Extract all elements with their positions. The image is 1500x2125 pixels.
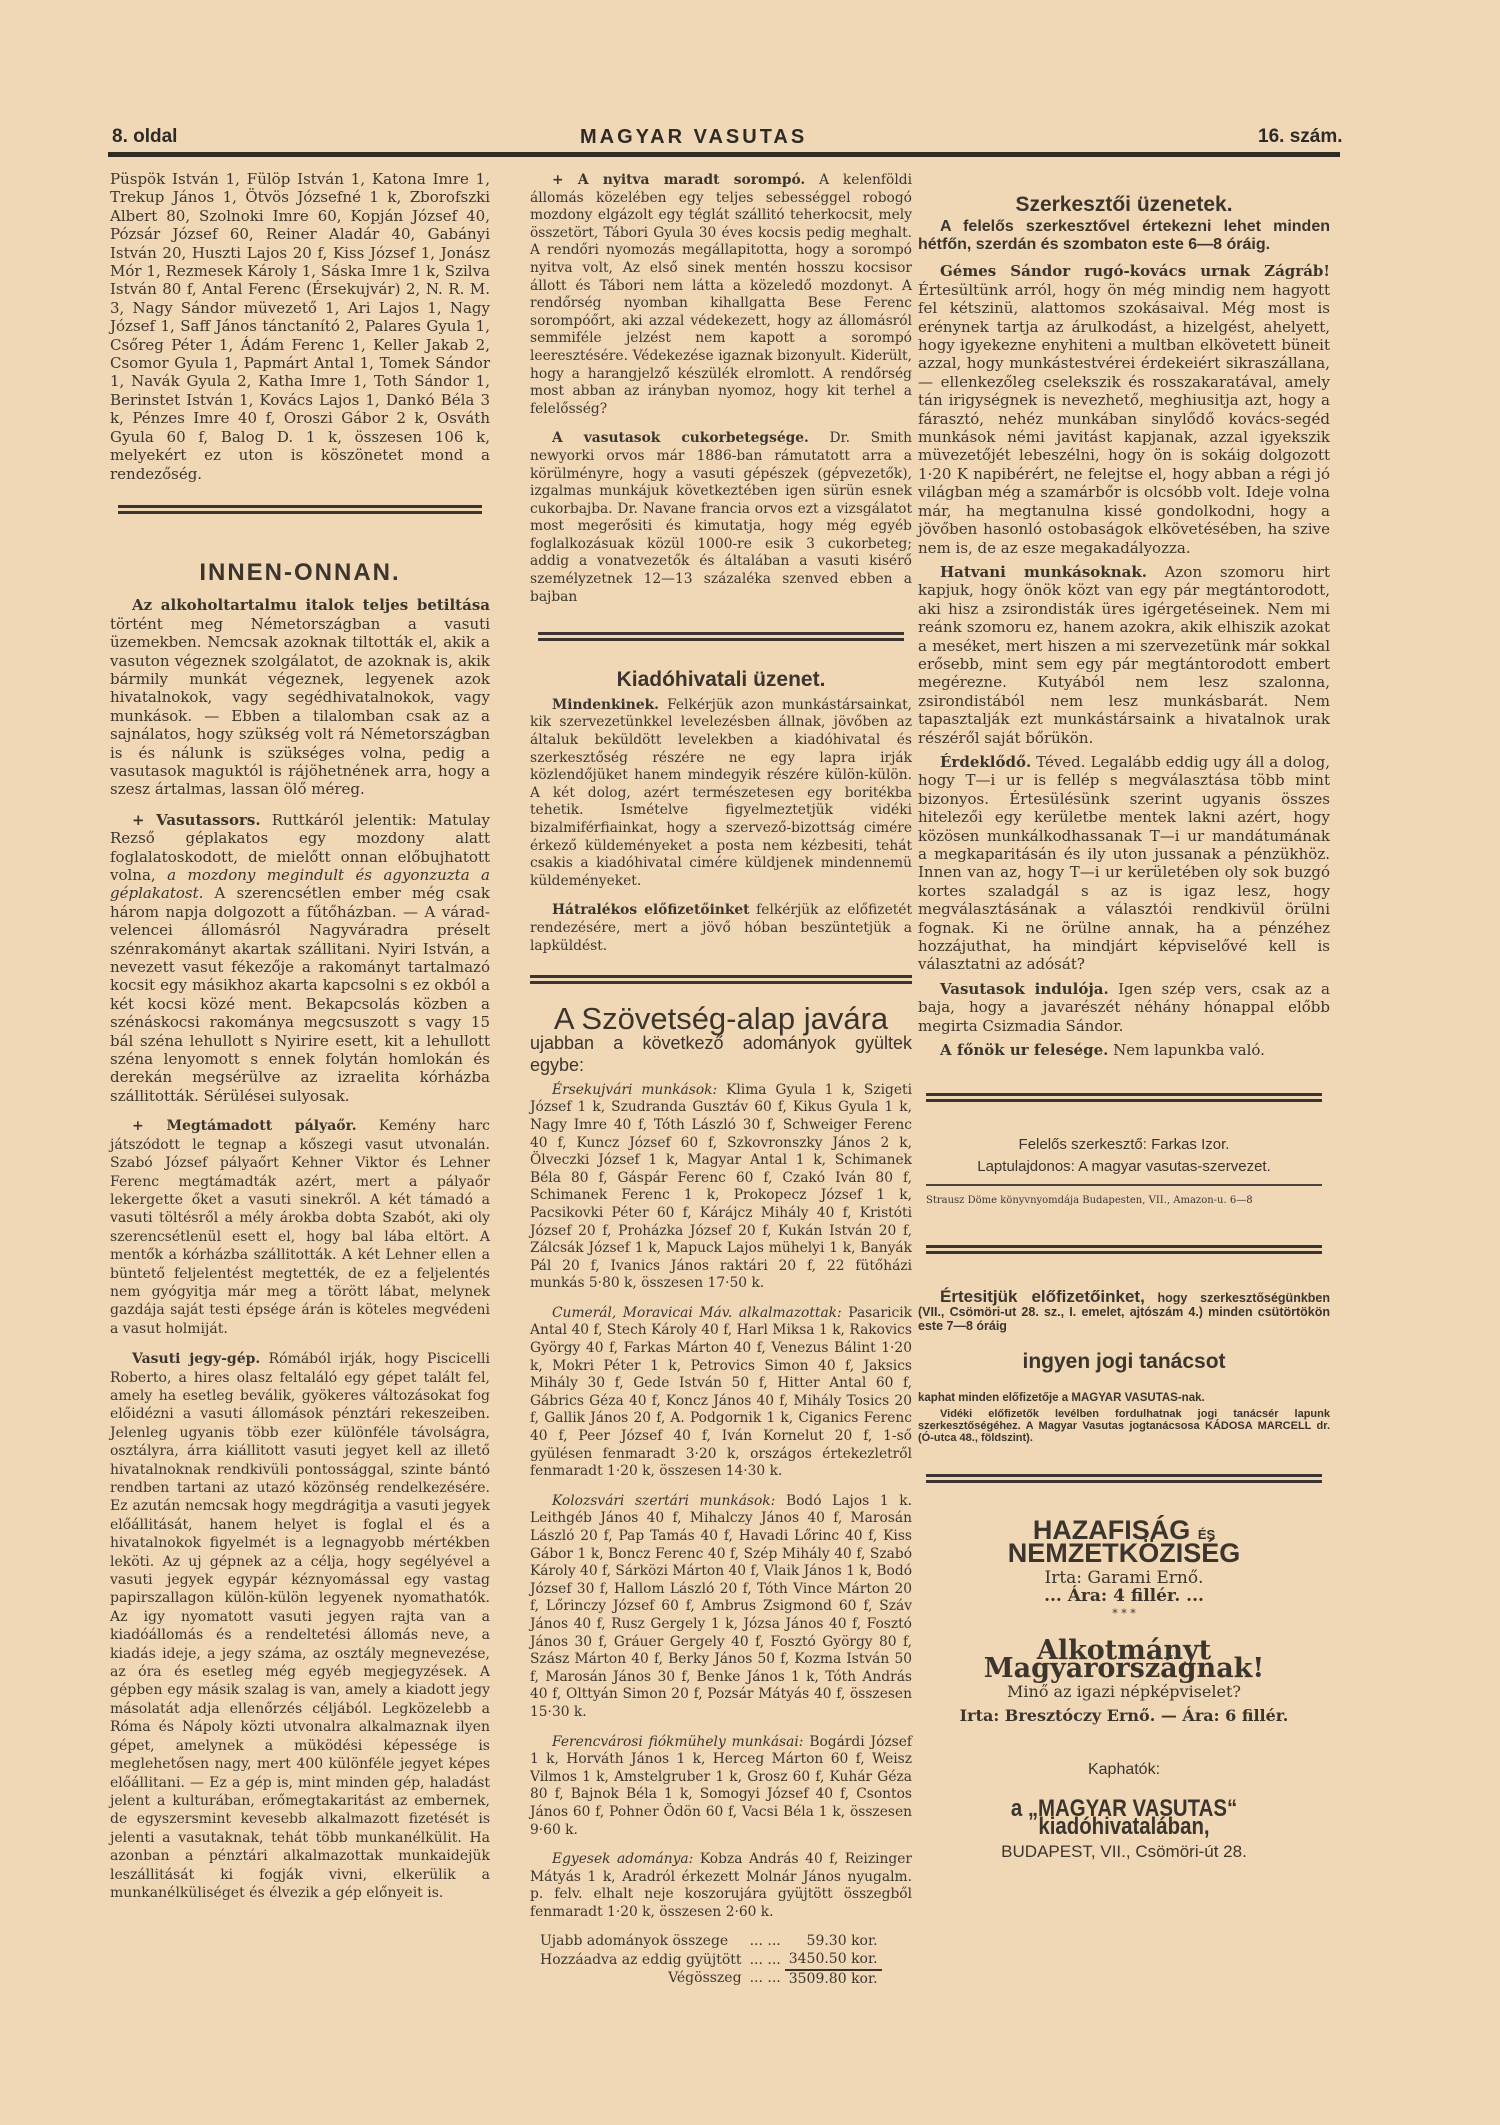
divider xyxy=(538,632,904,641)
message-lead: Hatvani munkásoknak. xyxy=(940,562,1147,581)
group-body: Bodó Lajos 1 k. Leithgéb János 40 f, Mihalczy János 40 f, Marosán László 20 f, Pap Tamás 40 f, Havadi Lőrinc 40 f, Kiss Gábor 1 k, Boncz Ferenc 40 f, Szép Mihály 40 f, Szabó Károly 40 f, Sárközi Márton 40 f, Vlaik János 1 k, Bodó József 30 f, Hallom László 20 f, Tóth Vince Márton 20 f, Lőrinczy József 60 f, Ambrus Zsigmond 60 f, Száv János 40 f, Rusz Gergely 1 k, Józsa János 40 f, Fosztó János 30 f, Gráuer Gergely 40 f, Fosztó György 80 f, Szász Márton 40 f, Berky János 50 f, Kozma István 50 f, Marosán János 30 f, Benke János 1 k, Tóth András 40 f, Olttyán Simon 20 f, Pozsár Mátyás 40 f, összesen 15·30 k. xyxy=(530,1492,912,1720)
article-lead: Vasuti jegy-gép. xyxy=(132,1351,261,1368)
book-title-part: NEMZETKÖZISÉG xyxy=(1007,1538,1241,1569)
ad-headline: ingyen jogi tanácsot xyxy=(1022,1349,1226,1373)
article-body: A szerencsétlen ember még csak három napja dolgozott a fűtőházban. — A várad-velencei állomásról Nagyváradra préselt szénrakományt akartak szállitani. Nyiri István, a nevezett vasut fékezője a rakományt tartalmazó kocsit egy másikhoz akarta kapcsolni s ez okból a két kocsi közé ment. Bekapcsolás közben a szénáskocsi rakománya megcsuszott s vagy 15 bál széna lehullott s Nyirire esett, kit a lehullott széna lenyomott s ennek folytán homlokán és derekán megsérülve az izraelita kórházba szállitották. Sérülései sulyosak. xyxy=(110,884,490,1105)
office-message xyxy=(530,902,912,955)
total-label: Hozzáadva az eddig gyüjtött xyxy=(540,1951,742,1968)
editor-message xyxy=(918,980,1330,1035)
donation-group xyxy=(530,1734,912,1840)
total-value: 59.30 kor. xyxy=(806,1933,878,1950)
editor-line: Felelős szerkesztő: Farkas Izor. xyxy=(1018,1136,1230,1154)
article-body: Dr. Smith newyorki orvos már 1886-ban rámutatott arra a körülményre, hogy a vasuti gépészek (gépvezetők), izgalmas munkájuk következtében igen sürün esnek cukorbajba. Dr. Navane francia orvos ezt a vizsgálatot most megerősiti és kimutatja, hogy még egyéb foglalkozásuak közül 1000-re esik 3 cukorbeteg; addig a vonatvezetők és általában a vasuti kisérő személyzetnek 12—13 százaléka szenved ebben a bajban xyxy=(530,430,912,605)
article-alcohol xyxy=(110,596,490,798)
article-lead: + A nyitva maradt sorompó. xyxy=(552,172,806,188)
editor-message xyxy=(918,753,1330,974)
article-italic: a mozdony megindult és agyonzuzta a géplakatost. xyxy=(110,866,490,903)
message-body: Téved. Legalább eddig ugy áll a dolog, hogy T—i ur is fellép s megválasztása több mint bizonyos. Értesülésünk szerint ugyanis összes hitelezői egy kerületbe mentek lakni azért, hogy közösen munkálkodhassanak T—i ur mandátumának a megkaparitásán és ily uton jussanak a pénzükhöz. Innen van az, hogy T—i ur kerületében oly sok buzgó kortes szaladgál s az is igaz lesz, hogy megválasztásának a választói rendkivül örülni fognak. Ki ne örülne annak, ha a pénzéhez hozzájuthat, ha mindjárt képviselővé kell is választatni az adósát? xyxy=(918,752,1330,974)
article-lead: Hátralékos előfizetőinket xyxy=(552,902,750,919)
group-body: Klima Gyula 1 k, Szigeti József 1 k, Szudranda Gusztáv 60 f, Kikus Gyula 1 k, Nagy Imre 40 f, Tóth László 30 f, Schweiger Ferenc 40 f, Kuncz József 60 f, Szkovronszky János 2 k, Ölveczki József 1 k, Magyar Antal 1 k, Schimanek Béla 80 f, Gáspár Ferenc 60 f, Czakó Iván 80 f, Schimanek Ferenc 1 k, Prokopecz József 1 k, Pacsikovki Péter 60 f, Kárájcz Mihály 40 f, Kristóti József 20 f, Proházka József 20 f, Kukán István 20 f, Zálcsák József 1 k, Mapuck Lajos mühelyi 1 k, Banyák Pál 20 f, Ivanics János raktári 20 f, 22 fütőházi munkás 5·80 k, összesen 17·50 k. xyxy=(530,1081,912,1292)
owner-line: Laptulajdonos: A magyar vasutas-szervezet. xyxy=(977,1158,1271,1176)
message-body: Azon szomoru hirt kapjuk, hogy önök közt van egy pár megtántorodott, aki hisz a zsirondisták üres igérgetéseinek. Nem mi reánk szomoru ez, hanem azokra, akik elhiszik azokat a meséket, mert hiszen a mi szervezetünk már sokkal erősebb, mint sem egy pár megtántorodott embert megérezne. Kutyából nem lesz szalonna, zsirondistából nem lesz munkásbarát. Nem tapasztalják ezt munkástársaink a hivatalnok urak részéről saját bőrükön. xyxy=(918,562,1330,747)
article-lead: Az alkoholtartalmu italok teljes betiltása xyxy=(132,596,490,615)
issue-number: 16. szám. xyxy=(1258,126,1343,147)
editor-message xyxy=(918,262,1330,557)
totals-row xyxy=(536,1970,882,1989)
book-title-part: HAZAFISÁG xyxy=(1032,1514,1191,1545)
article-body: Kemény harc játszódott le tegnap a kőszegi vasut utvonalán. Szabó József pályaőrt Kehner Viktor és Lehner Ferenc megtámadták azért, mert a pályaőr lekergette őket a vasuti sinekről. A két támadó a vasuti töltésről a mély árokba dobta Szabót, aki oly szerencsétlenül esett el, hogy bal lába eltört. A mentők a kórházba szállitották. A két Lehner ellen a büntető feljelentést megtették, de ez a feljelentés nem gyógyitja már meg a törött lábat, melynek gazdája saját testi épsége árán is köteles megvédeni a vasut holmiját. xyxy=(110,1118,490,1337)
article-lead: A vasutasok cukorbetegsége. xyxy=(552,430,809,447)
fund-title: A Szövetség-alap javára xyxy=(553,1001,889,1037)
total-dots: ... ... xyxy=(749,1933,781,1950)
message-lead: Vasutasok indulója. xyxy=(940,979,1109,998)
article-fate xyxy=(110,811,490,1106)
article-ticket xyxy=(110,1350,490,1902)
divider xyxy=(926,1184,1322,1186)
donation-groups xyxy=(530,1082,912,1922)
group-lead: Ferencvárosi fiókmühely munkásai: xyxy=(552,1733,804,1750)
total-value: 3450.50 kor. xyxy=(785,1951,882,1970)
book1-title xyxy=(918,1514,1330,1569)
divider xyxy=(530,975,912,984)
ad-line: kaphat minden előfizetője a MAGYAR VASUTAS-nak. xyxy=(918,1392,1205,1405)
group-lead: Kolozsvári szertári munkások: xyxy=(552,1492,776,1509)
legal-advice-ad xyxy=(918,1286,1330,1333)
office-title: Kiadóhivatali üzenet. xyxy=(616,668,826,692)
editor-message xyxy=(918,1041,1330,1059)
group-lead: Érsekujvári munkások: xyxy=(552,1081,718,1098)
available-place: a „MAGYAR VASUTAS“ kiadóhivatalában, xyxy=(1010,1794,1238,1841)
book2-author: Irta: Bresztóczy Ernő. — Ára: 6 fillér. xyxy=(959,1705,1289,1725)
message-body: Értesültünk arról, hogy ön még mindig nem hagyott fel kétszinü, alattomos szokásaival. Még most is erénynek tartja az árulkodást, a hizelgést, ahelyett, hogy igyekezne enyhiteni a multban elkövetett büneit azzal, hogy munkástestvérei érdekeiért sikraszállana, — ellenkezőleg cselekszik és rosszakaratával, amely tán irigységnek is nevezhető, meghiusitja azt, hogy a fárasztó, nehéz munkában sinylődő kovács-segéd munkások némi javitást kapjanak, azzal igyekszik müvezetőjét lebeszélni, hogy ön is sokáig dolgozott 1·20 K napibérért, ne felejtse el, hogy abban a régi jó világban még a szamárbőr is olcsóbb volt. Ideje volna már, ha megtanulna kissé gondolkodni, hogy a jövőben hasonló ostobaságok elkövetésében, ha szive nem is, de az esze megakadályozza. xyxy=(918,280,1330,557)
total-value: 3509.80 kor. xyxy=(788,1970,878,1987)
editor-messages-title: Szerkesztői üzenetek. xyxy=(1015,193,1233,216)
editor-messages xyxy=(918,262,1330,1059)
article-diabetes xyxy=(530,430,912,606)
total-label: Ujabb adományok összege xyxy=(540,1933,729,1950)
fund-subtitle: ujabban a következő adományok gyültek egybe: xyxy=(530,1032,912,1075)
newspaper-title: MAGYAR VASUTAS xyxy=(580,126,808,148)
available-label: Kaphatók: xyxy=(1087,1761,1161,1779)
article-lead: + Megtámadott pályaőr. xyxy=(132,1118,357,1135)
donor-list: Püspök István 1, Fülöp István 1, Katona Imre 1, Trekup János 1, Ötvös Józsefné 1 k, Zborofszki Albert 80, Szolnoki Imre 60, Kopján József 40, Pózsár József 60, Reiner Aladár 40, Gabányi István 20, Huszti Lajos 20 f, Kiss József 1, Jonász Mór 1, Rezmesek Károly 1, Sáska Imre 1 k, Szilva István 80 f, Antal Ferenc (Érsekujvár) 2, N. R. M. 3, Nagy Sándor müvezető 1, Ari Lajos 1, Nagy József 1, Saff János tánctanító 2, Palares Gyula 1, Csőreg Péter 1, Ádám Ferenc 1, Keller Jakab 2, Csomor Gyula 1, Papmárt Antal 1, Tomek Sándor 1, Navák Gyula 2, Katha Imre 1, Toth Sándor 1, Berinstet István 1, Kovács Lajos 1, Dankó Béla 3 k, Pénzes Imre 40 f, Oroszi Gábor 2 k, Osváth Gyula 60 f, Balog D. 1 k, összesen 106 k, melyekért ez uton is köszönetet mond a rendezőség. xyxy=(110,170,490,483)
ad-body: hogy szerkesztőségünkben (VII., Csömöri-ut 28. sz., I. emelet, ajtószám 4.) minden csütörtökön este 7—8 óráig xyxy=(918,1290,1330,1333)
totals-table xyxy=(536,1933,882,1988)
book1-author: Irta: Garami Ernő. xyxy=(1044,1567,1204,1588)
book2-subtitle: Minő az igazi népképviselet? xyxy=(1007,1681,1241,1701)
group-lead: Egyesek adománya: xyxy=(552,1851,694,1868)
middle-column xyxy=(530,172,912,1988)
right-column xyxy=(918,193,1330,1861)
printer-line: Strausz Döme könyvnyomdája Budapesten, VII., Amazon-u. 6—8 xyxy=(926,1195,1253,1207)
article-body: Felkérjük azon munkástársainkat, kik szervezetünkkel levelezésben állnak, jövőben az általuk beküldött levelekben a kiadóhivatal és szerkesztőség részére ne egy lapra irják közlendőjüket hanem mindegyik részére külön-külön. A két dolog, azért természetesen egy boritékba tehetik. Ismételve figyelmeztetjük vidéki bizalmiférfiainkat, hogy a szervező-bizottság cimére érkező küldeményeket a posta nem kézbesiti, tehát csakis a kiadóhivatal cimére küldjenek mindennemü küldeményeket. xyxy=(530,696,912,889)
group-body: Kobza András 40 f, Reizinger Mátyás 1 k, Aradról érkezett Molnár János nyugalm. p. felv. elhalt neje koszorujára gyüjtött összegből fenmaradt 1·20 k, összesen 2·60 k. xyxy=(530,1851,912,1920)
totals-row xyxy=(536,1951,882,1970)
divider xyxy=(926,1474,1322,1483)
ad-small: Vidéki előfizetők levélben fordulhatnak jogi tanácsér lapunk szerkesztőségéhez. A Magyar Vasutas jogtanácsosa KÁDOSA MARCELL dr. (Ó-utca 48., földszint). xyxy=(918,1407,1330,1444)
message-lead: Gémes Sándor rugó-kovács urnak Zágráb! xyxy=(940,262,1330,281)
book-title-part: ÉS xyxy=(1197,1526,1216,1542)
article-lead: Mindenkinek. xyxy=(552,696,659,713)
article-barrier xyxy=(530,172,912,418)
group-body: Pasaricik Antal 40 f, Stech Károly 40 f, Harl Miksa 1 k, Rakovics György 40 f, Farkas Márton 40 f, Venezus Bálint 1·20 k, Mokri Péter 1 k, Petrovics Simon 40 f, Jaksics Mihály 30 f, Gede István 50 f, Hitter Antal 60 f, Gábrics Géza 40 f, Koncz János 40 f, Mihály Tosics 20 f, Gallik János 20 f, A. Podgornik 1 k, Ciganics Ferenc 40 f, Peer József 40 f, Iván Kornelut 20 f, 1-ső gyülésen fenmaradt 3·20 k, országos értekezletről fenmaradt 1·20 k, összesen 14·30 k. xyxy=(530,1304,912,1480)
editor-notice: A felelős szerkesztővel értekezni lehet minden hétfőn, szerdán és szombaton este 6—8 óráig. xyxy=(918,218,1330,254)
article-lead: + Vasutassors. xyxy=(132,810,261,829)
donation-group xyxy=(530,1493,912,1722)
office-message xyxy=(530,697,912,891)
book2-title: Alkotmányt Magyarországnak! xyxy=(983,1634,1265,1685)
donation-group xyxy=(530,1851,912,1921)
book1-price: ... Ára: 4 fillér. ... xyxy=(1044,1585,1204,1606)
header-rule xyxy=(108,152,1340,157)
left-column xyxy=(110,170,490,1914)
section-title: INNEN-ONNAN. xyxy=(199,558,401,586)
page-number: 8. oldal xyxy=(112,126,178,147)
ad-lead: Értesitjük előfizetőinket, xyxy=(940,1286,1145,1306)
divider xyxy=(926,1093,1322,1102)
total-dots: ... ... xyxy=(749,1951,781,1968)
article-body: felkérjük az előfizetét rendezésére, mert a jövő hóban beszüntetjük a lapküldést. xyxy=(530,902,912,954)
divider xyxy=(118,505,482,514)
editor-message xyxy=(918,563,1330,747)
group-lead: Cumerál, Moravicai Máv. alkalmazottak: xyxy=(552,1304,842,1321)
group-body: Bogárdi József 1 k, Horváth János 1 k, Herceg Márton 60 f, Weisz Vilmos 1 k, Amstelgruber 1 k, Grosz 60 f, Kuhár Géza 80 f, Bajnok Béla 1 k, Somogyi József 40 f, Csontos János 60 f, Pohner Ödön 60 f, Vacsi Béla 1 k, összesen 9·60 k. xyxy=(530,1733,912,1838)
article-body: Ruttkáról jelentik: Matulay Rezső géplakatos egy mozdony alatt foglalatoskodott, de mielőtt onnan előbujhatott volna, xyxy=(110,810,490,884)
available-address: BUDAPEST, VII., Csömöri-út 28. xyxy=(1001,1841,1247,1861)
message-body: Igen szép vers, csak az a baja, hogy a javarészét néhány hónappal előbb megirta Csizmadia Sándor. xyxy=(918,979,1330,1035)
article-attack xyxy=(110,1117,490,1338)
donation-group xyxy=(530,1305,912,1481)
donation-group xyxy=(530,1082,912,1293)
divider xyxy=(926,1245,1322,1254)
total-dots: ... ... xyxy=(749,1970,781,1987)
totals-row xyxy=(536,1933,882,1951)
message-body: Nem lapunkba való. xyxy=(1108,1041,1265,1060)
stars: * * * xyxy=(1112,1607,1136,1621)
message-lead: Érdeklődő. xyxy=(940,752,1032,771)
total-label: Végösszeg xyxy=(668,1970,742,1987)
message-lead: A főnök ur felesége. xyxy=(940,1041,1109,1060)
article-body: Rómából irják, hogy Piscicelli Roberto, a hires olasz feltaláló egy gépet talált fel, amely ha esetleg beválik, gyökeres változásokat fog előidézni a vasuti állomások pénztári rekeszeiben. Jelenleg ugyanis több ezer különféle távolságra, osztályra, árra kiállitott vasuti jegyet kell az illető hivatalnoknak rendkivüli pontossággal, szinte bántó rendben tartani az utazó közönség rendelkezésére. Ez azután nemcsak hogy megdrágitja a vasuti jegyek előállitását, hanem helyet is foglal el és a hivatalnokok figyelmét is a legnagyobb mértékben leköti. Az uj gépnek az a célja, hogy segélyével a vasuti jegyek egypár kéznyomással egy vastag papirszallagon külön-külön legyenek nyomathatók. Az igy nyomatott vasuti jegyen rajta van a kiadóállomás és a rendeltetési állomás neve, a kiadás ideje, a jegy száma, az osztály megnevezése, az óra és esetleg még egyéb megjegyzések. A gépben egy másik szalag is van, amely a kiadott jegy másolatát adja ellenőrzés céljából. Legközelebb a Róma és Nápoly közti utvonalra alkalmaznak ilyen gépet, amelynek a müködési képessége is meglehetősen nagy, mert 400 különféle jegyet képes előállitani. — Ez a gép is, mint minden gép, haladást jelent a kulturában, erőmegtakaritást az embernek, de egyszersmint kevesebb alkalmazott fizetését is jelenti a vasutaknak, tehát több munkanélkülit. Ha azonban a pénztári alkalmazottak munkaidejük leszállitását ki fogják vivni, elkerülik a munkanélküliséget és élvezik a gép előnyeit is. xyxy=(110,1351,491,1901)
article-body: történt meg Németországban a vasuti üzemekben. Nemcsak azoknak tiltották el, akik a vasuton végeznek szolgálatot, de azoknak is, akik bármily munkát végeznek, legyenek azok hivatalnokok, vagy segédhivatalnokok, vagy munkások. — Ebben a tilalomban csak az a sajnálatos, hogy szükség volt rá Németországban is és nálunk is szükséges volna, pedig a vasutasok maguktól is rájöhetnének arra, hogy a szesz ártalmas, lassan ölő méreg. xyxy=(110,614,490,799)
article-body: A kelenföldi állomás közelében egy teljes sebességgel robogó mozdony elgázolt egy téglát szállitó teherkocsit, mely összetört, Tábori Gyula 30 éves kocsis pedig meghalt. A rendőri nyomozás megállapitotta, hogy a sorompó nyitva volt, Az első sinek mentén hosszu kocsisor állott és Tábori nem látta a közeledő mozdonyt. A rendőrség nyomban kihallgatta Bese Ferenc sorompóőrt, aki azzal védekezett, hogy az állomásról semmiféle jelzést nem kapott a sorompó leeresztésére. Védekezése igaznak bizonyult. Kiderült, hogy a harangjelző készülék elromlott. A rendőrség most abban az irányban nyomoz, hogy kit terhel a felelősség? xyxy=(530,172,912,417)
